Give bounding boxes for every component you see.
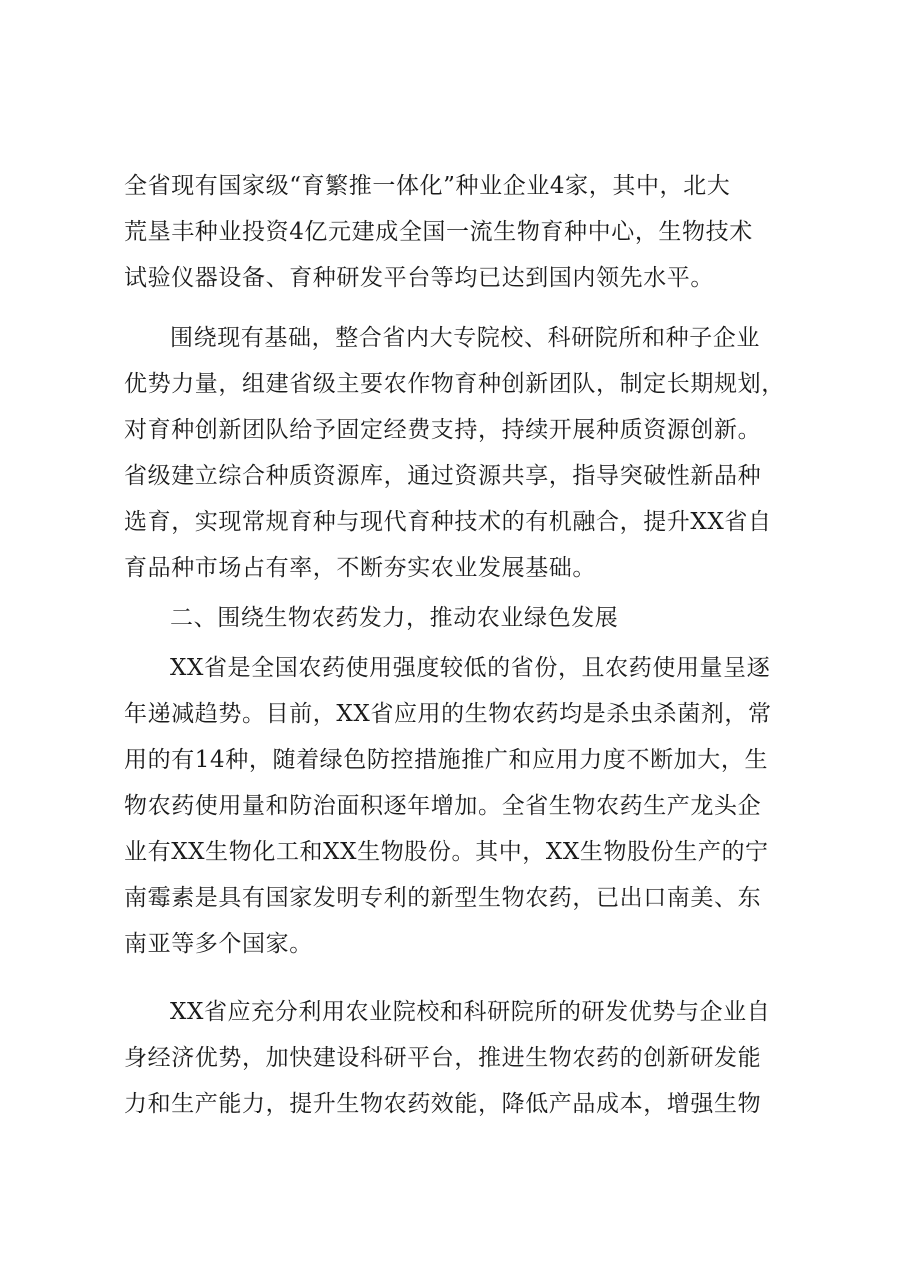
paragraph-line: XX省是全国农药使用强度较低的省份，且农药使用量呈逐: [170, 655, 771, 681]
paragraph-line: 业有XX生物化工和XX生物股份。其中，XX生物股份生产的宁: [124, 839, 769, 865]
section-heading-text: 二、围绕生物农药发力，推动农业绿色发展: [170, 605, 619, 631]
paragraph-line: 优势力量，组建省级主要农作物育种创新团队，制定长期规划，: [124, 371, 785, 397]
paragraph-line: 选育，实现常规育种与现代育种技术的有机融合，提升XX省自: [124, 509, 772, 535]
paragraph-line: 荒垦丰种业投资4亿元建成全国一流生物育种中心，生物技术: [124, 219, 753, 245]
paragraph-line: XX省应充分利用农业院校和科研院所的研发优势与企业自: [170, 999, 771, 1025]
paragraph-line: 试验仪器设备、育种研发平台等均已达到国内领先水平。: [124, 265, 714, 291]
paragraph-line: 身经济优势，加快建设科研平台，推进生物农药的创新研发能: [124, 1045, 762, 1071]
paragraph-line: 南霉素是具有国家发明专利的新型生物农药，已出口南美、东: [124, 885, 762, 911]
paragraph-line: 全省现有国家级“育繁推一体化”种业企业4家，其中，北大: [124, 173, 731, 199]
document-body: [124, 163, 796, 1127]
paragraph-4: [124, 989, 796, 1127]
paragraph-line: 用的有14种，随着绿色防控措施推广和应用力度不断加大，生: [124, 747, 769, 773]
paragraph-2: [124, 315, 796, 591]
paragraph-line: 对育种创新团队给予固定经费支持，持续开展种质资源创新。: [124, 417, 762, 443]
paragraph-line: 力和生产能力，提升生物农药效能，降低产品成本，增强生物: [124, 1091, 762, 1117]
paragraph-1: [124, 163, 796, 301]
paragraph-3: [124, 645, 796, 967]
paragraph-line: 年递减趋势。目前，XX省应用的生物农药均是杀虫杀菌剂，常: [124, 701, 772, 727]
paragraph-line: 省级建立综合种质资源库，通过资源共享，指导突破性新品种: [124, 463, 762, 489]
paragraph-line: 南亚等多个国家。: [124, 931, 313, 957]
section-heading: [124, 595, 796, 641]
paragraph-line: 育品种市场占有率，不断夯实农业发展基础。: [124, 555, 596, 581]
paragraph-line: 围绕现有基础，整合省内大专院校、科研院所和种子企业: [170, 325, 760, 351]
paragraph-line: 物农药使用量和防治面积逐年增加。全省生物农药生产龙头企: [124, 793, 762, 819]
